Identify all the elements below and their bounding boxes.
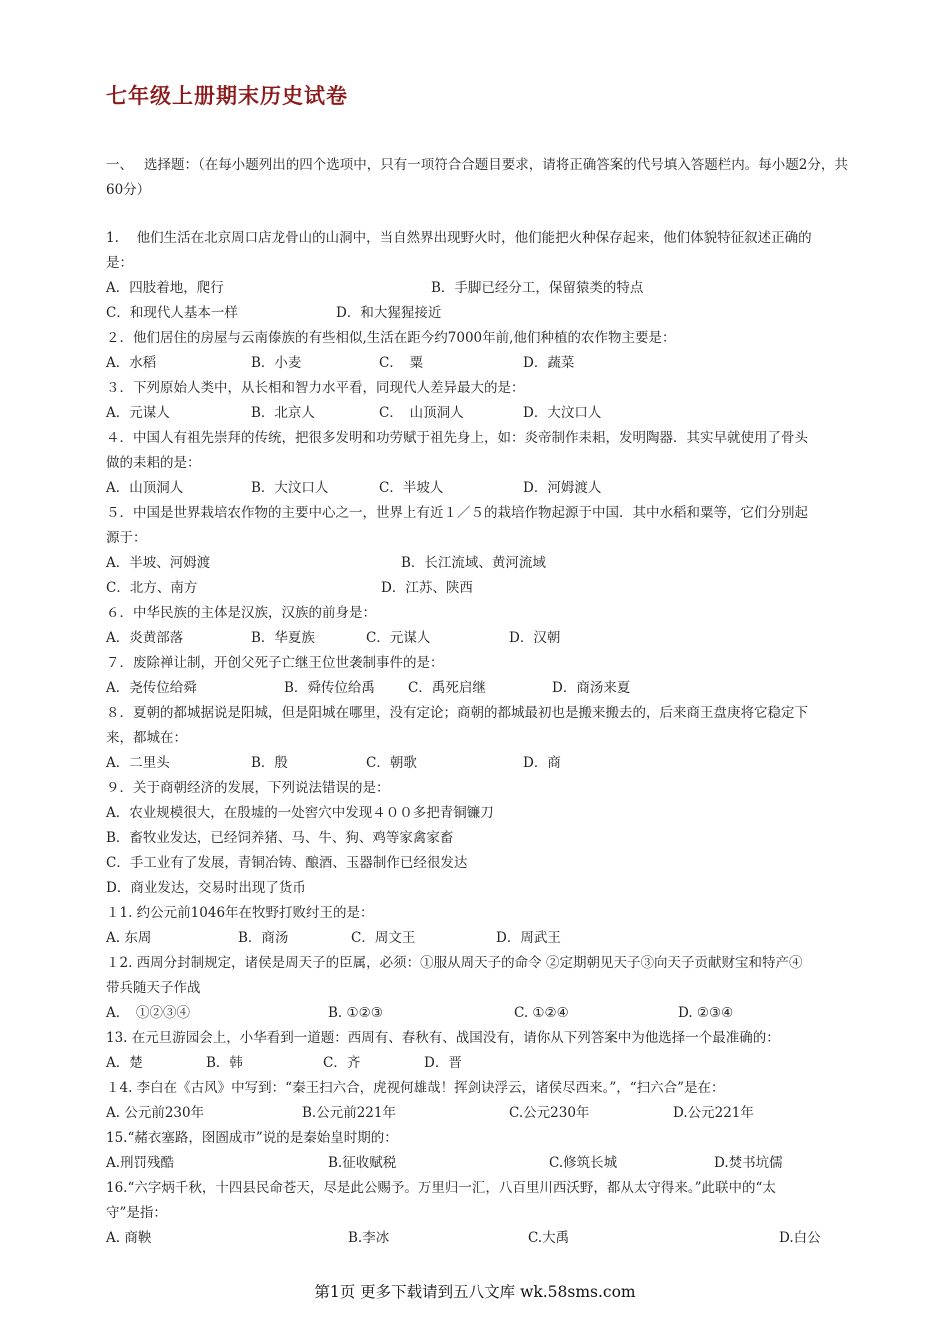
answer-option: C．和现代人基本一样 [106, 305, 238, 321]
line-text: 做的耒耜的是： [106, 455, 201, 471]
text-line [106, 401, 858, 426]
line-text: 16.“六字炳千秋，十四县民命苍天，尽是此公赐予。万里归一汇，八百里川西沃野，都从太守得来。”此联中的“太 [106, 1180, 776, 1196]
answer-option: D．河姆渡人 [523, 480, 602, 496]
text-line [106, 701, 858, 726]
answer-option: D．大汶口人 [523, 405, 602, 421]
answer-option: D．商 [523, 755, 561, 771]
answer-option: A．水稻 [106, 355, 157, 371]
text-line [106, 651, 858, 676]
answer-option: D．晋 [424, 1055, 462, 1071]
text-line [106, 326, 858, 351]
line-text: 源于： [106, 530, 147, 546]
answer-option: A. 公元前230年 [106, 1105, 205, 1121]
text-line [106, 1001, 858, 1026]
text-line [106, 626, 858, 651]
line-text: ３．下列原始人类中，从长相和智力水平看，同现代人差异最大的是： [106, 380, 525, 396]
text-line [106, 276, 858, 301]
answer-option: A．元谋人 [106, 405, 170, 421]
answer-option: D.公元221年 [673, 1105, 754, 1121]
text-line [106, 801, 858, 826]
answer-option: C．齐 [323, 1055, 361, 1071]
answer-option: A．尧传位给舜 [106, 680, 197, 696]
answer-option: B. ①②③ [328, 1005, 383, 1021]
section-intro: 一、 选择题：（在每小题列出的四个选项中，只有一项符合合题目要求，请将正确答案的代号填入答题栏内。每小题2分，共60分） [106, 157, 848, 198]
answer-option: D.焚书坑儒 [714, 1155, 783, 1171]
text-line [106, 376, 858, 401]
answer-option: D．蔬菜 [523, 355, 575, 371]
answer-option: C．元谋人 [366, 630, 431, 646]
line-text: ６．中华民族的主体是汉族，汉族的前身是： [106, 605, 376, 621]
answer-option: B．小麦 [251, 355, 302, 371]
answer-option: B.征收赋税 [328, 1155, 397, 1171]
line-text: 1. 他们生活在北京周口店龙骨山的山洞中，当自然界出现野火时，他们能把火种保存起来，他们体貌特征叙述正确的 [106, 230, 812, 246]
line-text: A．农业规模很大，在殷墟的一处窖穴中发现４００多把青铜镰刀 [106, 805, 494, 821]
answer-option: C．北方、南方 [106, 580, 198, 596]
text-line [106, 351, 858, 376]
answer-option: B．殷 [251, 755, 288, 771]
line-text: ７．废除禅让制，开创父死子亡继王位世袭制事件的是： [106, 655, 444, 671]
answer-option: B．商汤 [238, 930, 289, 946]
line-text: 13. 在元旦游园会上，小华看到一道题：西周有、春秋有、战国没有，请你从下列答案中为他选择一个最准确的： [106, 1030, 780, 1046]
answer-option: C．禹死启继 [408, 680, 486, 696]
answer-option: C．半坡人 [379, 480, 444, 496]
text-line [106, 1176, 858, 1201]
answer-option: A.刑罚残酷 [106, 1155, 175, 1171]
text-line [106, 1076, 858, 1101]
answer-option: B.李冰 [348, 1230, 390, 1246]
answer-option: C.大禹 [528, 1230, 570, 1246]
text-line [106, 826, 858, 851]
answer-option: D．和大猩猩接近 [336, 305, 442, 321]
text-line [106, 526, 858, 551]
text-line [106, 851, 858, 876]
answer-option: A. 商鞅 [106, 1230, 152, 1246]
text-line [106, 301, 858, 326]
line-text: １4. 李白在《古风》中写到：“秦王扫六合，虎视何雄哉！挥剑诀浮云，诸侯尽西来。”，“扫六合”是在： [106, 1080, 725, 1096]
line-text: 守”是指： [106, 1205, 167, 1221]
document-title: 七年级上册期末历史试卷 [106, 83, 348, 108]
text-line [106, 951, 858, 976]
text-line [106, 226, 858, 251]
answer-option: D. ②③④ [678, 1005, 734, 1021]
text-line [106, 1226, 858, 1251]
line-text: 带兵随天子作战 [106, 980, 201, 996]
line-text: B．畜牧业发达，已经饲养猪、马、牛、狗、鸡等家禽家畜 [106, 830, 454, 846]
answer-option: B．华夏族 [251, 630, 315, 646]
answer-option: D．汉朝 [509, 630, 561, 646]
line-text: １2. 西周分封制规定，诸侯是周天子的臣属，必须：①服从周天子的命令 ②定期朝见天子③向天子贡献财宝和特产④ [106, 955, 803, 971]
answer-option: D．江苏、陕西 [381, 580, 473, 596]
text-line [106, 426, 858, 451]
text-line [106, 676, 858, 701]
text-line [106, 1126, 858, 1151]
answer-option: B.公元前221年 [302, 1105, 396, 1121]
answer-option: D．商汤来夏 [552, 680, 631, 696]
text-line [106, 251, 858, 276]
text-line [106, 501, 858, 526]
line-text: ４．中国人有祖先崇拜的传统，把很多发明和功劳赋于祖先身上，如：炎帝制作耒耜，发明陶器．其实早就使用了骨头 [106, 430, 808, 446]
text-line [106, 1026, 858, 1051]
line-text: 15.“赭衣塞路，囹圄成市”说的是秦始皇时期的： [106, 1130, 398, 1146]
line-text: １1. 约公元前1046年在牧野打败纣王的是： [106, 905, 374, 921]
text-line [106, 1101, 858, 1126]
text-line [106, 451, 858, 476]
answer-option: C. ①②④ [514, 1005, 569, 1021]
answer-option: B．北京人 [251, 405, 315, 421]
text-line [106, 601, 858, 626]
text-line [106, 1201, 858, 1226]
line-text: D．商业发达，交易时出现了货币 [106, 880, 306, 896]
text-line [106, 476, 858, 501]
answer-option: A．四肢着地，爬行 [106, 280, 224, 296]
answer-option: C． 粟 [379, 355, 424, 371]
text-line [106, 576, 858, 601]
answer-option: C．周文王 [351, 930, 416, 946]
answer-option: A．炎黄部落 [106, 630, 184, 646]
answer-option: B．长江流域、黄河流域 [401, 555, 546, 571]
line-text: ９．关于商朝经济的发展，下列说法错误的是： [106, 780, 390, 796]
answer-option: A．半坡、河姆渡 [106, 555, 211, 571]
answer-option: C． 山顶洞人 [379, 405, 464, 421]
text-line [106, 1151, 858, 1176]
answer-option: A. 东周 [106, 930, 152, 946]
text-line [106, 726, 858, 751]
line-text: ５．中国是世界栽培农作物的主要中心之一，世界上有近１／５的栽培作物起源于中国．其中水稻和粟等，它们分别起 [106, 505, 808, 521]
answer-option: B．手脚已经分工，保留猿类的特点 [431, 280, 644, 296]
answer-option: A．山顶洞人 [106, 480, 184, 496]
answer-option: C．朝歌 [366, 755, 417, 771]
text-line [106, 876, 858, 901]
question-list [106, 226, 858, 1251]
answer-option: B．大汶口人 [251, 480, 329, 496]
answer-option: D．周武王 [496, 930, 561, 946]
text-line [106, 1051, 858, 1076]
answer-option: B．韩 [206, 1055, 243, 1071]
line-text: C．手工业有了发展，青铜冶铸、酿酒、玉器制作已经很发达 [106, 855, 468, 871]
line-text: 是： [106, 255, 133, 271]
text-line [106, 901, 858, 926]
answer-option: C.修筑长城 [549, 1155, 618, 1171]
text-line [106, 751, 858, 776]
answer-option: C.公元230年 [509, 1105, 590, 1121]
text-line [106, 551, 858, 576]
answer-option: A．二里头 [106, 755, 170, 771]
page-footer: 第1页 更多下载请到五八文库 wk.58sms.com [314, 1283, 636, 1301]
line-text: ８．夏朝的都城据说是阳城，但是阳城在哪里，没有定论；商朝的都城最初也是搬来搬去的，后来商王盘庚将它稳定下 [106, 705, 808, 721]
text-line [106, 926, 858, 951]
answer-option: A．楚 [106, 1055, 143, 1071]
text-line [106, 976, 858, 1001]
answer-option: B．舜传位给禹 [284, 680, 375, 696]
line-text: 来，都城在： [106, 730, 187, 746]
answer-option: A． ①②③④ [106, 1005, 190, 1021]
text-line [106, 776, 858, 801]
answer-option: D.白公 [779, 1230, 821, 1246]
line-text: ２．他们居住的房屋与云南傣族的有些相似,生活在距今约7000年前,他们种植的农作物主要是： [106, 330, 676, 346]
